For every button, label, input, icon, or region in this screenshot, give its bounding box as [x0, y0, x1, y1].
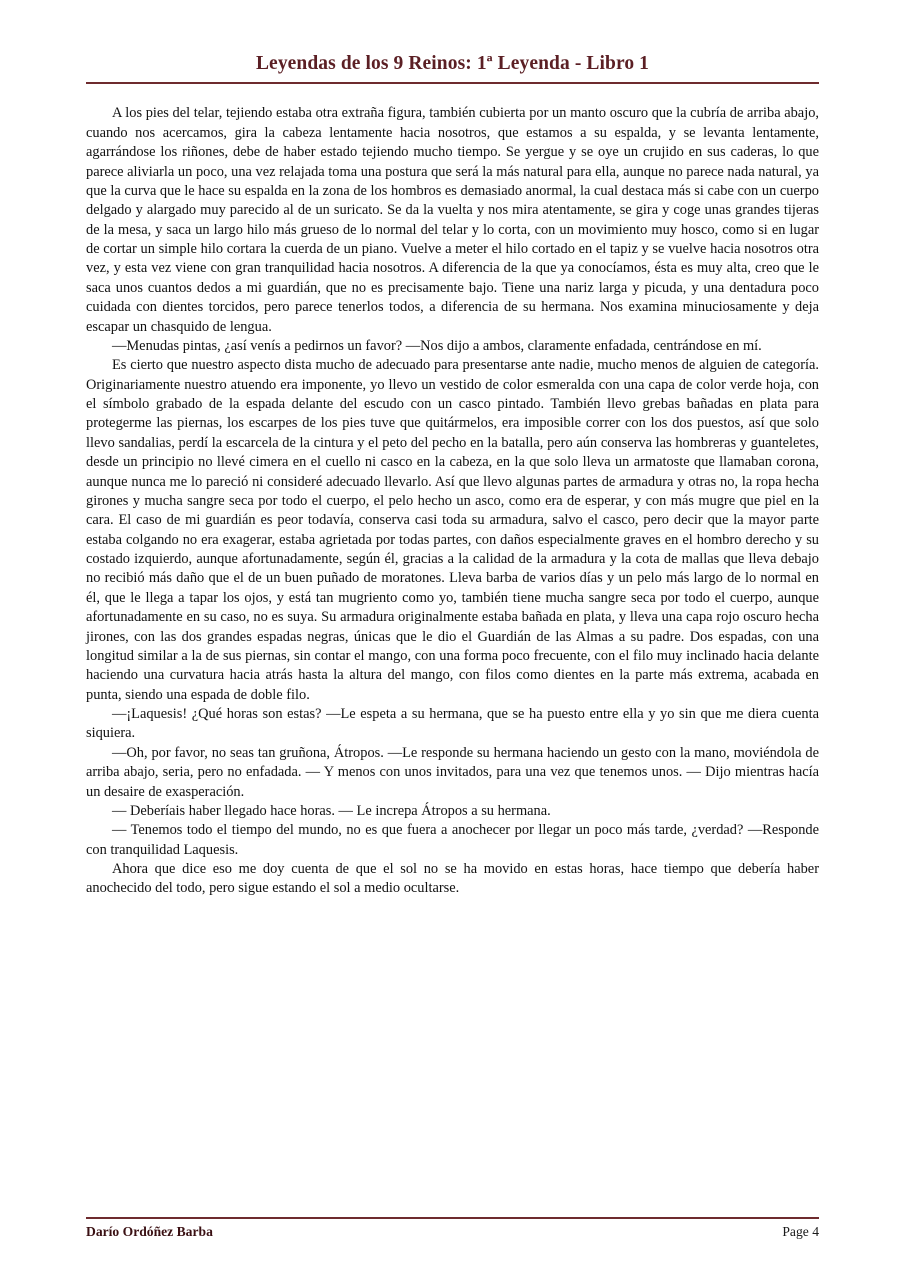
page-header — [86, 52, 819, 90]
footer-author: Darío Ordóñez Barba — [86, 1224, 213, 1239]
paragraph: —¡Laquesis! ¿Qué horas son estas? —Le espeta a su hermana, que se ha puesto entre ella y yo sin que me diera cuenta siquiera. — [86, 706, 819, 742]
paragraph: —Oh, por favor, no seas tan gruñona, Átropos. —Le responde su hermana haciendo un gesto con la mano, moviéndola de arriba abajo, seria, pero no enfadada. — Y menos con unos invitados, para una vez que tenemos unos. — Dijo mientras hacía un desaire de exasperación. — [86, 744, 819, 800]
footer-page-number: Page 4 — [782, 1224, 819, 1239]
footer-divider — [86, 1217, 819, 1219]
paragraph: Ahora que dice eso me doy cuenta de que el sol no se ha movido en estas horas, hace tiempo que debería haber anochecido del todo, pero sigue estando el sol a medio ocultarse. — [86, 861, 819, 897]
document-body — [86, 90, 819, 1213]
footer-row — [86, 1224, 819, 1240]
paragraph: — Deberíais haber llegado hace horas. — Le increpa Átropos a su hermana. — [112, 802, 551, 819]
page-title: Leyendas de los 9 Reinos: 1ª Leyenda - Libro 1 — [255, 53, 650, 74]
page-footer — [86, 1213, 819, 1240]
header-divider — [86, 82, 819, 84]
paragraph: — Tenemos todo el tiempo del mundo, no es que fuera a anochecer por llegar un poco más tarde, ¿verdad? —Responde con tranquilidad Laquesis. — [86, 822, 819, 858]
paragraph: —Menudas pintas, ¿así venís a pedirnos un favor? —Nos dijo a ambos, claramente enfadada, centrándose en mí. — [112, 337, 762, 354]
paragraph: Es cierto que nuestro aspecto dista mucho de adecuado para presentarse ante nadie, mucho menos de alguien de categoría. Originariamente nuestro atuendo era imponente, yo llevo un vestido de color esmeralda con una capa de color verde hoja, con el símbolo grabado de la espada delante del escudo con un casco pintado. También llevo grebas bañadas en plata para protegerme las piernas, los escarpes de los pies tuve que quitármelos, era imposible correr con los dos puestos, así que solo llevo sandalias, perdí la escarcela de la cintura y el peto del pecho en la batalla, pero aún conserva las hombreras y guanteletes, desde un principio no llevé cimera en el cuello ni casco en la cabeza, en la que solo lleva un armatoste que llamaban corona, aunque nunca me lo pareció ni consideré adecuado llevarlo. Así que llevo algunas partes de armadura y otras no, la ropa hecha girones y mucha sangre seca por todo el cuerpo, el pelo hecho un asco, como era de esperar, y con más mugre que piel en la cara. El caso de mi guardián es peor todavía, conserva casi toda su armadura, salvo el casco, pero decir que la mayor parte estaba colgando no era exagerar, estaba agrietada por todas partes, con daños especialmente graves en el hombro derecho y su costado izquierdo, aunque afortunadamente, según él, gracias a la calidad de la armadura y la cota de mallas que lleva debajo no recibió más daño que el de un buen puñado de moratones. Lleva barba de varios días y un pelo más largo de lo normal en él, que le llega a tapar los ojos, y está tan mugriento como yo, también tiene mucha sangre seca por todo el cuerpo, aunque afortunadamente en su caso, no es suya. Su armadura originalmente estaba bañada en plata, y lleva una capa rojo oscuro hecha jirones, con las dos grandes espadas negras, únicas que le dio el Guardián de las Almas a su padre. Dos espadas, con una longitud similar a la de sus piernas, sin contar el mango, con una forma poco frecuente, con el filo muy inclinado hacia delante haciendo una curvatura hacia atrás hasta la altura del mango, con filos como dientes en la parte más extrema, acabada en punta, siendo una espada de doble filo. — [86, 357, 819, 703]
paragraph: A los pies del telar, tejiendo estaba otra extraña figura, también cubierta por un manto oscuro que la cubría de arriba abajo, cuando nos acercamos, gira la cabeza lentamente hacia nosotros, que estamos a su espalda, y se levanta lentamente, agarrándose los riñones, debe de haber estado tejiendo mucho tiempo. Se yergue y se oye un crujido en sus caderas, lo que parece aliviarla un poco, una vez relajada toma una postura que será la más natural para ella, aunque no parece nada natural, ya que la curva que le hace su espalda en la zona de los hombros es demasiado anormal, la cual destaca más si cabe con un cuerpo delgado y alargado muy parecido al de un suricato. Se da la vuelta y nos mira atentamente, se gira y coge unas grandes tijeras de la mesa, y saca un largo hilo más grueso de lo normal del telar y lo corta, con un movimiento muy hosco, como si en lugar de cortar un simple hilo cortara la cuerda de un piano. Vuelve a meter el hilo cortado en el tapiz y se vuelve hacia nosotros otra vez, y esta vez viene con gran tranquilidad hacia nosotros. A diferencia de la que ya conocíamos, ésta es muy alta, creo que le saca unos cuantos dedos a mi guardián, que no es precisamente bajo. Tiene una nariz larga y picuda, y una dentadura poco cuidada con dientes torcidos, pero parece tenerlos todos, a diferencia de su hermana. Nos examina minuciosamente y deja escapar un chasquido de lengua. — [86, 105, 819, 335]
